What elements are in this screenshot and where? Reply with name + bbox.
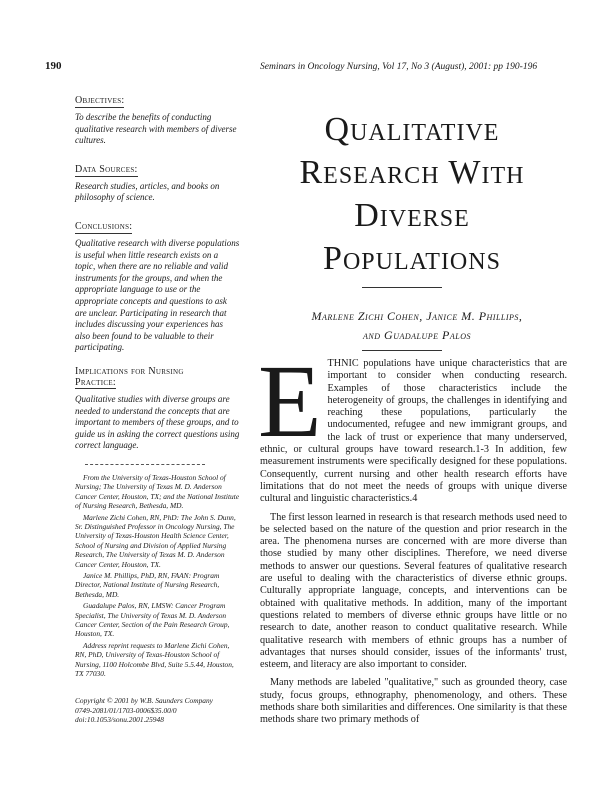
affiliation-item: From the University of Texas-Houston School of Nursing; The University of Texas M. D. Anderson Cancer Center, Houston, TX; and the National Institute of Nursing Research, Bethesda, MD. bbox=[75, 472, 240, 511]
objectives-text: To describe the benefits of conducting qualitative research with members of diverse cultures. bbox=[75, 112, 237, 146]
implications-heading bbox=[75, 366, 184, 390]
author-byline bbox=[252, 307, 582, 345]
body-paragraph: The first lesson learned in research is that research methods used need to be selected based on the nature of the question and prior research in the area. The phenomena nurses are concerned with are more diverse than those studied by many other disciplines. Therefore, we need diverse methods to answer our questions. Several features of qualitative research are useful to dealing with the characteristics of diverse ethnic groups. Culturally appropriate language, concepts, and interventions can be obtained with qualitative methods. In addition, many of the important questions related to members of diverse ethnic groups have little or no research to date, another reason to conduct qualitative research. While qualitative research with members of ethnic groups has a number of advantages that nurses should consider, issues of the informants' trust, esteem, and literacy are also important to consider. bbox=[260, 511, 567, 671]
page-number: 190 bbox=[45, 60, 62, 72]
authors-line-1: Marlene Zichi Cohen, Janice M. Phillips, bbox=[311, 309, 523, 323]
data-sources-text: Research studies, articles, and books on philosophy of science. bbox=[75, 180, 220, 203]
affiliations bbox=[75, 473, 240, 679]
copyright-block bbox=[75, 696, 240, 724]
authors-line-2: and Guadalupe Palos bbox=[363, 328, 471, 342]
implications-text: Qualitative studies with diverse groups are needed to understand the concepts that are important to members of these groups, and to guide us in asking the correct questions using correct language. bbox=[75, 393, 240, 451]
conclusions-text: Qualitative research with diverse populations is useful when little research exists on a topic, when there are no reliable and valid instruments for the groups, and when the appropriate language to use or the appropriate concepts and questions to ask are unclear. Participating in research that includes discussing your experiences has also been found to be valuable to their participating. bbox=[75, 237, 240, 353]
abstract-sidebar bbox=[75, 90, 240, 725]
reprint-address: Address reprint requests to Marlene Zichi Cohen, RN, PhD, University of Texas-Houston School of Nursing, 1100 Holcombe Blvd, Suite 5.5.44, Houston, TX 77030. bbox=[75, 640, 234, 678]
data-sources-heading: Data Sources: bbox=[75, 163, 138, 175]
author-rule-top bbox=[362, 287, 442, 288]
issn-line: 0749-2081/01/1703-0006$35.00/0 bbox=[75, 705, 177, 715]
drop-cap: E bbox=[258, 344, 322, 459]
objectives-heading: Objectives: bbox=[75, 95, 125, 106]
affiliation-item: Guadalupe Palos, RN, LMSW: Cancer Program Specialist, The University of Texas M. D. Anderson Cancer Center, Section of the Pain Research Group, Houston, TX. bbox=[75, 601, 230, 639]
implications-heading-line2: Practice: bbox=[75, 376, 116, 388]
author-rule-bottom bbox=[362, 350, 442, 351]
title-line: Research With bbox=[299, 154, 525, 191]
affiliation-item: Janice M. Phillips, PhD, RN, FAAN: Program Director, National Institute of Nursing Research, Bethesda, MD. bbox=[75, 570, 220, 599]
body-paragraph: Many methods are labeled "qualitative," such as grounded theory, case study, focus groups, ethnography, phenomenology, and others. These methods share both similarities and differences. One similarity is that these methods share two primary methods of bbox=[260, 677, 567, 726]
title-line: Populations bbox=[323, 240, 501, 277]
article-body bbox=[258, 344, 567, 733]
article-title bbox=[262, 108, 562, 280]
lead-word: THNIC bbox=[327, 358, 359, 369]
title-line: Qualitative bbox=[324, 111, 500, 148]
paragraph-1-text: populations have unique characteristics that are important to consider when conducting research. Examples of those characteristics include the heterogeneity of groups, the challenges in identifying and reaching these populations, particularly the undocumented, refugee and new immigrant groups, and the lack of trust or experience that many underserved, ethnic, or cultural groups have toward research.1-3 In addition, few measurement instruments were specifically designed for these populations. Consequently, current nursing and other health research efforts have limitations that do not meet the needs of groups with unique diverse cultural and linguistic characteristics.4 bbox=[260, 358, 567, 505]
implications-heading-line1: Implications for Nursing bbox=[75, 365, 184, 377]
conclusions-heading: Conclusions: bbox=[75, 220, 133, 232]
title-line: Diverse bbox=[354, 197, 470, 234]
doi-line: doi:10.1053/sonu.2001.25948 bbox=[75, 715, 164, 725]
affiliation-item: Marlene Zichi Cohen, RN, PhD: The John S. Dunn, Sr. Distinguished Professor in Oncology Nursing, The University of Texas-Houston Health Science Center, School of Nursing and Division of Applied Nursing Research, The University of Texas M. D. Anderson Cancer Center, Houston, TX. bbox=[75, 512, 236, 569]
copyright-line: Copyright © 2001 by W.B. Saunders Company bbox=[75, 696, 213, 706]
sidebar-divider bbox=[85, 464, 205, 465]
running-head: Seminars in Oncology Nursing, Vol 17, No 3 (August), 2001: pp 190-196 bbox=[260, 62, 538, 72]
